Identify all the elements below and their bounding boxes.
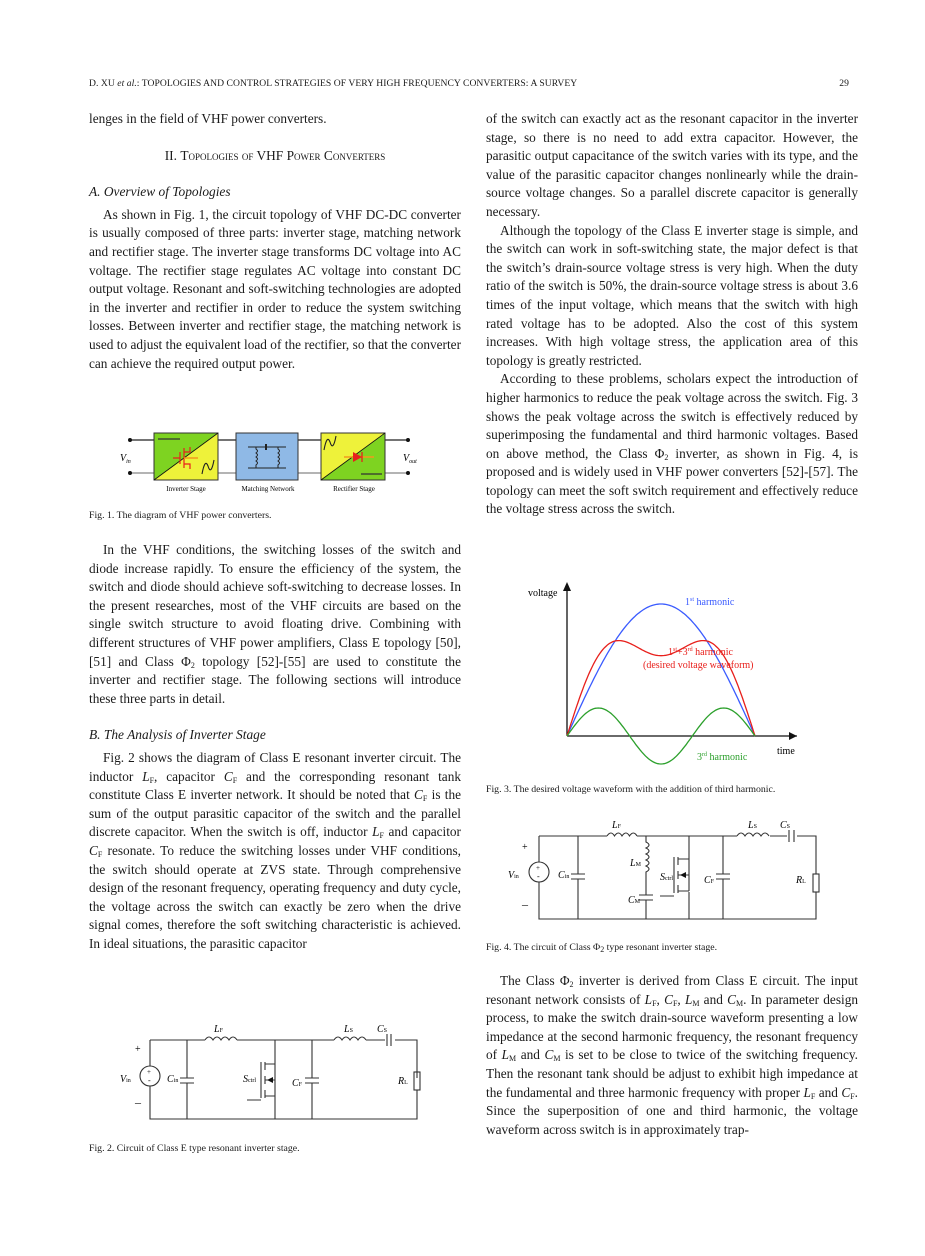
header-title: : TOPOLOGIES AND CONTROL STRATEGIES OF VERY HIGH FREQUENCY CONVERTERS: A SURVEY (136, 78, 578, 89)
label-ls: LS (748, 820, 757, 831)
math-variable: L (501, 1047, 510, 1063)
figure-1 (118, 430, 428, 505)
capacitor-cf (305, 1040, 319, 1119)
label-ls: LS (344, 1024, 353, 1035)
label-cin: Cin (558, 870, 570, 881)
continuation-text: lenges in the field of VHF power converters. (89, 111, 327, 126)
math-variable: C (727, 991, 736, 1007)
subsection-b-title: B. The Analysis of Inverter Stage (89, 727, 266, 743)
inductor-ls (334, 1037, 366, 1040)
fig2-class-e-circuit (115, 1020, 435, 1125)
math-variable: L (684, 991, 693, 1007)
figure-2 (115, 1020, 435, 1130)
fig3-caption: Fig. 3. The desired voltage waveform with the addition of third harmonic. (486, 784, 776, 795)
x-axis-arrow (789, 732, 797, 740)
label-cm: CM (628, 895, 641, 906)
label-cs: CS (780, 820, 791, 831)
terminal-in-bottom (128, 471, 132, 475)
plus-sign: + (522, 842, 528, 853)
y-axis-arrow (563, 582, 571, 591)
paragraph-parasitic: of the switch can exactly act as the resonant capacitor in the inverter stage, so there is no need to add extra capacitor. However, the parasitic output capacitance of the switch varies with its type, and the value of the parasitic capacitor changes nonlinearly while the drain-source voltage changes. So a parallel discrete capacitor is generally necessary. (486, 111, 858, 219)
fig4-class-phi2-circuit (506, 812, 826, 922)
header-author: D. XU (89, 78, 118, 89)
math-variable: C (841, 1084, 851, 1100)
fig1-block-diagram (118, 430, 428, 500)
label-lf: LF (612, 820, 621, 831)
fig4-caption: Fig. 4. The circuit of Class $\Phi_2$ type resonant inverter stage. (486, 942, 718, 954)
label-sctrl: Sctrl (243, 1074, 256, 1085)
label-rl: RL (398, 1076, 408, 1087)
label-sctrl: Sctrl (660, 872, 673, 883)
label-lf: LF (214, 1024, 223, 1035)
paragraph-voltage-stress: Although the topology of the Class E inverter stage is simple, and the switch can work in soft-switching state, the major defect is that the switch’s drain-source voltage stress is very high. When the duty ratio of the switch is 50%, the drain-source voltage stress is about 3.6 times of the input voltage, which means that the switch with high rated voltage has to be adopted. Also the cost of this system increases. With high voltage stress, the application area of this topology is greatly restricted. (486, 222, 858, 368)
paragraph-vhf-conditions: In the VHF conditions, the switching losses of the switch and diode increase rapidly. To ensure the efficiency of the system, the switch and diode should achieve soft-switching to decrease losses. In the present researches, most of the VHF circuits are based on the single switch structure to avoid floating drive. Combining with different structures of VHF power amplifiers, Class E topology [50], [51] and Class $\Phi_2$ topology [52]-[55] are used to constitute the inverter and rectifier stage. The following sections will introduce these three parts in detail. (89, 542, 461, 706)
section-numeral: II. (164, 147, 181, 163)
capacitor-cin (180, 1040, 194, 1119)
section-title (89, 147, 461, 166)
label-inverter-stage: Inverter Stage (166, 485, 206, 493)
inverter-block (154, 433, 218, 480)
label-lm: LM (630, 858, 641, 869)
math-variable: L (372, 824, 380, 840)
inductor-lf (607, 833, 637, 836)
legend-1st-3rd-harmonic: 1st+3rd harmonic (668, 647, 733, 658)
label-cin: Cin (167, 1074, 179, 1085)
label-vin: Vin (120, 1074, 131, 1085)
math-variable: C (223, 768, 233, 784)
y-axis-label: voltage (528, 588, 558, 599)
paragraph-harmonics: According to these problems, scholars expect the introduction of higher harmonics to reduce the peak voltage across the switch. Fig. 3 shows the peak voltage across the switch is effectively reduced by superimposing the fundamental and third harmonic voltages. Based on above method, the Class $\Phi_2$ inverter, as shown in Fig. 4, is proposed and is widely used in VHF power converters [52]-[57]. The topology can meet the soft switch requirement and effectively reduce the voltage stress across the switch. (486, 371, 858, 517)
inductor-lm-capacitor-cm (639, 836, 653, 919)
inductor-ls (737, 833, 769, 836)
fig3-harmonic-chart (525, 578, 805, 768)
fig2-caption: Fig. 2. Circuit of Class E type resonant inverter stage. (89, 1143, 300, 1154)
section-text: Topologies of VHF Power Converters (180, 147, 386, 163)
x-axis-label: time (777, 746, 795, 757)
subsection-a-title: A. Overview of Topologies (89, 184, 231, 200)
terminal-out-bottom (406, 471, 410, 475)
right-column-top (486, 110, 858, 519)
paragraph-overview: As shown in Fig. 1, the circuit topology of VHF DC-DC converter is usually composed of three parts: inverter stage, matching network and rectifier stage. The inverter stage transforms DC voltage into AC voltage. The rectifier stage regulates AC voltage into constant DC output voltage. Resonant and soft-switching technologies are adopted in the inverter and rectifier in order to reduce the system switching losses. Between inverter and rectifier stage, the matching network is used to adjust the equivalent load of the rectifier, so that the converter can achieve the required output power. (89, 206, 461, 371)
math-variable: L (142, 768, 150, 784)
matching-network-block (236, 433, 298, 480)
svg-text:+: + (147, 1068, 151, 1076)
vin-label: $V_{in}$ (120, 453, 131, 465)
page-number: 29 (839, 78, 849, 89)
math-variable: C (414, 787, 423, 803)
capacitor-cs (789, 830, 794, 842)
right-column-bottom (486, 972, 858, 1139)
legend-1st-harmonic: 1st harmonic (685, 597, 735, 608)
vout-label: $V_{out}$ (403, 453, 417, 465)
label-cf: CF (292, 1078, 303, 1089)
label-vin: Vin (508, 870, 519, 881)
left-column-mid (89, 541, 461, 953)
paragraph-class-e: Fig. 2 shows the diagram of Class E resonant inverter circuit. The inductor $L_F$, capacitor $C_F$ and the corresponding resonant tank constitute Class E inverter network. It should be noted that $C_F$ is the sum of the output parasitic capacitor of the switch and the parallel discrete capacitor. When the switch is off, inductor $L_F$ and capacitor $C_F$ resonate. To reduce the switching losses under VHF conditions, the switch should operate at ZVS state. Through comprehensive design of the resonant frequency, operating frequency and duty cycle, the voltage across the switch can exactly be zero when the drive signal comes, therefore the soft switching characteristic is achieved. In ideal situations, the parasitic capacitor (89, 749, 461, 951)
label-rl: RL (796, 875, 806, 886)
plus-sign: + (135, 1044, 141, 1055)
paragraph-class-phi2: The Class $\Phi_2$ inverter is derived from Class E circuit. The input resonant network consists of $L_F$, $C_F$, $L_M$ and $C_M$. In parameter design process, to make the switch drain-source waveform presenting a low impedance at the second harmonic frequency, the resonant frequency of $L_M$ and $C_M$ is set to be close to twice of the switching frequency. Then the resonant tank should be adjust to exhibit high impedance at the fundamental and three harmonic frequency with proper $L_F$ and $C_F$. Since the superposition of one and third harmonic, the voltage waveform across switch is in approximately trap- (486, 973, 858, 1137)
math-variable: C (544, 1047, 554, 1063)
label-cs: CS (377, 1024, 388, 1035)
svg-text:+: + (536, 864, 540, 872)
capacitor-cin (571, 836, 585, 919)
label-cf: CF (704, 875, 715, 886)
figure-3 (525, 578, 805, 773)
math-variable: L (644, 991, 653, 1007)
legend-3rd-harmonic: 3rd harmonic (697, 752, 748, 763)
math-variable: L (803, 1084, 811, 1100)
svg-text:-: - (148, 1076, 151, 1085)
figure-4 (506, 812, 826, 927)
capacitor-cf (716, 836, 730, 919)
label-rectifier-stage: Rectifier Stage (333, 485, 375, 493)
running-header (89, 78, 849, 89)
terminal-in-top (128, 438, 132, 442)
resistor-rl (813, 874, 819, 892)
capacitor-cs (387, 1034, 391, 1046)
math-variable: C (89, 842, 98, 858)
terminal-out-top (406, 438, 410, 442)
fig1-caption: Fig. 1. The diagram of VHF power converters. (89, 510, 272, 521)
svg-text:-: - (537, 872, 540, 881)
header-etal: et al. (117, 78, 137, 89)
label-matching-network: Matching Network (241, 485, 295, 493)
legend-desired-waveform: (desired voltage waveform) (643, 660, 754, 671)
left-column-top (89, 110, 461, 373)
inductor-lf (205, 1037, 237, 1040)
minus-sign: – (522, 897, 528, 911)
minus-sign: – (135, 1095, 141, 1109)
rectifier-block (321, 433, 385, 480)
math-variable: C (664, 991, 673, 1007)
